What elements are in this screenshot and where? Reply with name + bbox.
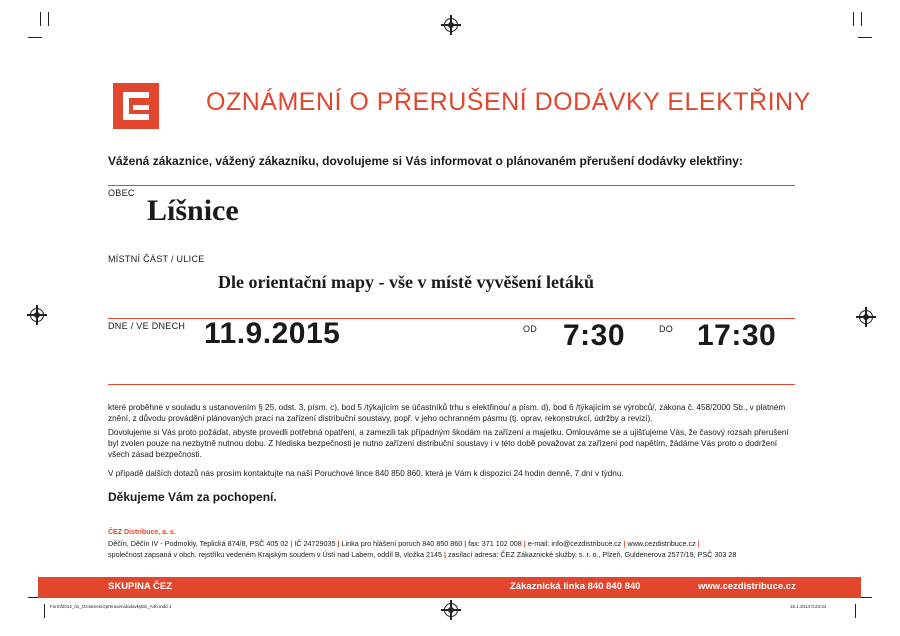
footer-web: www.cezdistribuce.cz [698,581,796,592]
page-title: OZNÁMENÍ O PŘERUŠENÍ DODÁVKY ELEKTŘINY [206,88,811,116]
street-label: MÍSTNÍ ČÁST / ULICE [108,254,205,264]
registration-mark-icon [444,603,458,617]
crop-mark [855,604,856,618]
print-timestamp-mark: 16.1.2014 0:23:34 [790,604,827,609]
company-ico: IČ 24729035 [294,539,336,548]
company-address: Děčín, Děčín IV - Podmokly, Teplická 874/8, PSČ 405 02 [108,539,289,548]
cez-logo-icon [113,83,159,129]
crop-mark [40,12,41,26]
print-file-mark: Formf2014_01_OznameniOprerusenidodavkyEE_A4h.indd 1 [50,604,172,609]
crop-mark [28,37,42,38]
to-label: DO [659,324,674,334]
company-web: www.cezdistribuce.cz [627,539,696,548]
crop-mark [48,12,49,26]
company-registry-line: společnost zapsaná v obch. rejstříku vedeném Krajským soudem v Ústí nad Labem, oddíl B, vložka 2145 | zasílací adresa: ČEZ Zákaznické služby, s. r. o., Plzeň, Guldenerova 2577/19, PSČ 303 28 [108,550,737,559]
crop-mark [861,12,862,26]
company-email: e-mail: info@cezdistribuce.cz [527,539,622,548]
from-label: OD [523,324,538,334]
divider [108,185,795,186]
obec-label: OBEC [108,188,135,198]
footer-hotline: Zákaznická linka 840 840 840 [510,581,641,592]
crop-mark [853,12,854,26]
body-paragraph: V případě dalších dotazů nás prosím kontaktujte na naší Poruchové lince 840 850 860, která je Vám k dispozici 24 hodin denně, 7 dní v týdnu. [108,469,624,478]
registration-mark-icon [444,18,458,32]
divider [108,384,795,385]
to-value: 17:30 [697,319,777,352]
date-value: 11.9.2015 [204,317,341,350]
from-value: 7:30 [563,319,626,352]
company-registry: společnost zapsaná v obch. rejstříku vedeném Krajským soudem v Ústí nad Labem, oddíl B, vložka 2145 [108,550,442,559]
date-label: DNE / VE DNECH [108,321,186,331]
company-fax: fax: 371 102 008 [468,539,522,548]
crop-mark [44,604,45,618]
crop-mark [858,37,872,38]
footer-brand: SKUPINA ČEZ [108,581,173,592]
body-paragraph: které proběhne v souladu s ustanovením § 25, odst. 3, písm. c), bod 5 /týkajícím se účastníků trhu s elektřinou/ a písm. d), bod 6 /týkajícím se výrobců/, zákona č. 458/2000 Sb., v platném znění, z důvodu provádění plánovaných prací na zařízení distribuční soustavy, popř. v jeho ochranném pásmu (tj. oprav, rekonstrukcí, údržby a revizí). [108,403,786,423]
company-hotline: Linka pro hlášení poruch 840 850 860 [341,539,463,548]
obec-value: Líšnice [147,194,239,227]
intro-text: Vážená zákaznice, vážený zákazníku, dovolujeme si Vás informovat o plánovaném přerušení dodávky elektřiny: [108,154,743,168]
footer-bar [38,577,861,598]
body-paragraph: Dovolujeme si Vás proto požádat, abyste provedli potřebná opatření, a zamezili tak případným škodám na zařízení a majetku. Omlouváme se a ujišťujeme Vás, že časový rozsah přerušení byl zvolen pouze na nezbytně nutnou dobu. Z hlediska bezpečnosti je nutno zařízení distribuční soustavy i v této době považovat za zařízení pod napětím, žádáme Vás proto o dodržení všech zásad bezpečnosti. [108,428,789,459]
street-value: Dle orientační mapy - vše v místě vyvěšení letáků [218,272,594,292]
company-name: ČEZ Distribuce, a. s. [108,529,176,536]
company-delivery: zasílací adresa: ČEZ Zákaznické služby, s. r. o., Plzeň, Guldenerova 2577/19, PSČ 303 28 [448,550,737,559]
registration-mark-icon [859,310,873,324]
company-contact-line: Děčín, Děčín IV - Podmokly, Teplická 874/8, PSČ 405 02 | IČ 24729035 | Linka pro hlášení poruch 840 850 860 | fax: 371 102 008 | e-mail: info@cezdistribuce.cz | www.cezdistribuce.cz | [108,539,700,548]
thanks-text: Děkujeme Vám za pochopení. [108,490,277,504]
registration-mark-icon [30,308,44,322]
